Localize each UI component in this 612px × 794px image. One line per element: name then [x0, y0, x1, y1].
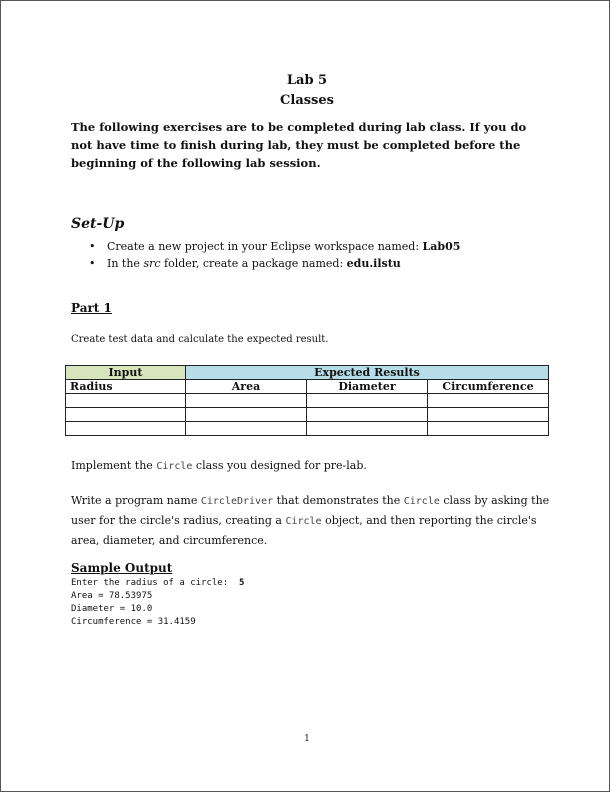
output-line-diameter: Diameter = 10.0 [71, 604, 153, 614]
bullet-text: Create a new project in your Eclipse workspace named: Lab05 [107, 240, 461, 253]
expected-header: Expected Results [186, 366, 549, 380]
input-header: Input [66, 366, 186, 380]
bullet-icon: • [89, 257, 96, 270]
table-cell [66, 394, 186, 408]
table-subheader-row [66, 380, 549, 394]
table-cell [307, 408, 428, 422]
test-data-table [65, 365, 549, 436]
table-cell [428, 408, 549, 422]
table-cell [186, 422, 307, 436]
part1-instruction: Create test data and calculate the expected result. [71, 334, 329, 345]
bullet-icon: • [89, 240, 96, 253]
output-line-area: Area = 78.53975 [71, 591, 153, 601]
table-cell [307, 394, 428, 408]
page-number: 1 [304, 734, 310, 744]
bullet-text: In the src folder, create a package named: edu.ilstu [107, 257, 401, 270]
table-cell [186, 408, 307, 422]
program-paragraph: Write a program name CircleDriver that demonstrates the Circle class by asking the user for the circle's radius, creating a Circle object, and then reporting the circle's area, diameter, and circumference. [71, 494, 550, 547]
table-cell [186, 394, 307, 408]
setup-list [89, 238, 460, 272]
table-cell [307, 422, 428, 436]
column-header-diameter: Diameter [307, 380, 428, 394]
intro-paragraph: The following exercises are to be completed during lab class. If you do not have time to finish during lab, they must be completed before the beginning of the following lab session. [71, 120, 527, 170]
sample-output-block [71, 577, 244, 629]
table-cell [66, 422, 186, 436]
page-subtitle: Classes [280, 93, 334, 108]
list-item [89, 238, 460, 255]
column-header-circumference: Circumference [428, 380, 549, 394]
table-cell [66, 408, 186, 422]
column-header-area: Area [186, 380, 307, 394]
table-row [66, 422, 549, 436]
output-line-prompt: Enter the radius of a circle: 5 [71, 578, 245, 588]
sample-output-heading: Sample Output [71, 561, 173, 575]
table-cell [428, 394, 549, 408]
page-title: Lab 5 [286, 73, 328, 88]
table-cell [428, 422, 549, 436]
table-row [66, 408, 549, 422]
setup-heading: Set-Up [71, 216, 125, 232]
list-item [89, 255, 460, 272]
table-row [66, 394, 549, 408]
part1-heading: Part 1 [71, 301, 112, 315]
table-header-row [66, 366, 549, 380]
implement-paragraph: Implement the Circle class you designed for pre-lab. [71, 459, 367, 472]
output-line-circumference: Circumference = 31.4159 [71, 617, 196, 627]
column-header-radius: Radius [66, 380, 186, 394]
